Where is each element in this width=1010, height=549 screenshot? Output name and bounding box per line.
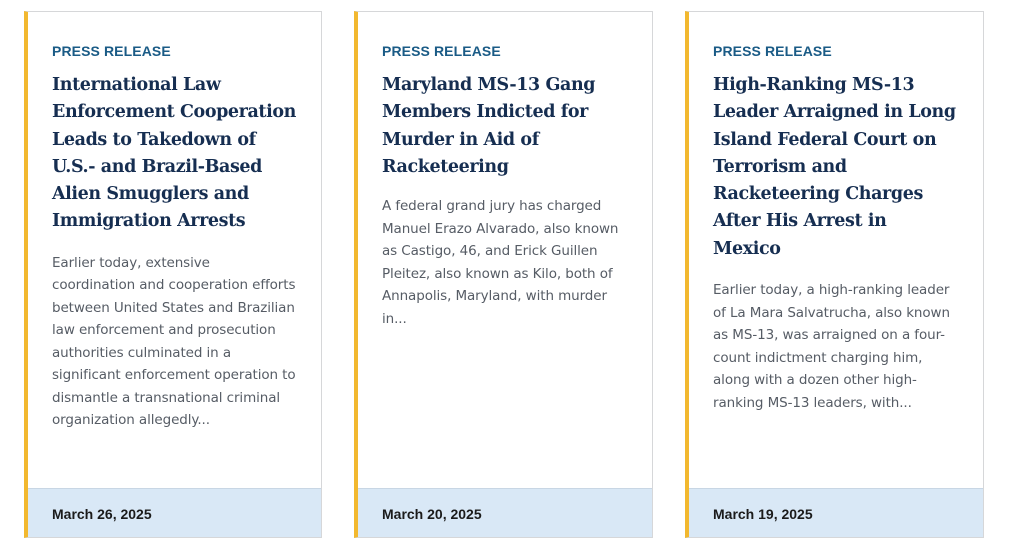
card-body xyxy=(689,12,983,414)
card-body xyxy=(358,12,652,330)
card-title-link[interactable]: Maryland MS-13 Gang Members Indicted for Murder in Aid of Racketeering xyxy=(382,75,596,177)
content-type-label: PRESS RELEASE xyxy=(382,43,501,59)
content-type-label: PRESS RELEASE xyxy=(713,43,832,59)
press-release-card[interactable] xyxy=(24,11,322,538)
press-release-card[interactable] xyxy=(354,11,653,538)
card-date: March 26, 2025 xyxy=(52,506,152,522)
card-date: March 20, 2025 xyxy=(382,506,482,522)
card-footer xyxy=(28,488,321,537)
press-release-card[interactable] xyxy=(685,11,984,538)
card-summary: A federal grand jury has charged Manuel Erazo Alvarado, also known as Castigo, 46, and Erick Guillen Pleitez, also known as Kilo, both of Annapolis, Maryland, with murder in... xyxy=(382,198,619,327)
card-summary: Earlier today, a high-ranking leader of La Mara Salvatrucha, also known as MS-13, was arraigned on a four-count indictment charging him, along with a dozen other high-ranking MS-13 leaders, with... xyxy=(713,282,950,411)
card-footer xyxy=(358,488,652,537)
card-title-link[interactable]: International Law Enforcement Cooperation Leads to Takedown of U.S.- and Brazil-Based Alien Smugglers and Immigration Arrests xyxy=(52,75,296,232)
card-date: March 19, 2025 xyxy=(713,506,813,522)
card-title-link[interactable]: High-Ranking MS-13 Leader Arraigned in Long Island Federal Court on Terrorism and Racketeering Charges After His Arrest in Mexico xyxy=(713,75,956,259)
card-summary: Earlier today, extensive coordination and cooperation efforts between United States and Brazilian law enforcement and prosecution authorities culminated in a significant enforcement operation to dismantle a transnational criminal organization allegedly... xyxy=(52,254,296,429)
card-footer xyxy=(689,488,983,537)
card-body xyxy=(28,12,321,432)
content-type-label: PRESS RELEASE xyxy=(52,43,171,59)
